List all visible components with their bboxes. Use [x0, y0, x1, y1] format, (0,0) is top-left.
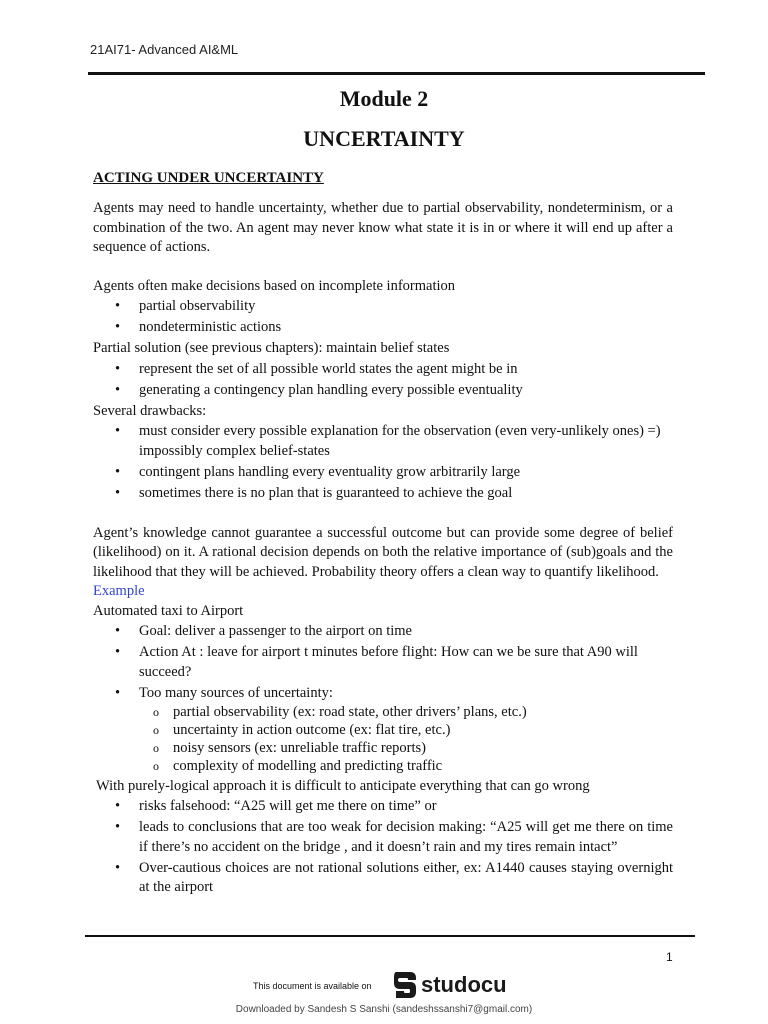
list-item [139, 684, 673, 776]
logical-list [93, 797, 673, 898]
sub-list-item: o complexity of modelling and predicting traffic [173, 757, 673, 775]
list-item: • sometimes there is no plan that is guaranteed to achieve the goal [139, 484, 673, 504]
studocu-logo[interactable] [392, 970, 507, 1000]
download-credit: Downloaded by Sandesh S Sanshi (sandeshssanshi7@gmail.com) [235, 1004, 533, 1015]
footer-divider [85, 935, 695, 937]
partial-solution-lead: Partial solution (see previous chapters): maintain belief states [93, 340, 450, 356]
drawbacks-list [93, 422, 673, 503]
course-header: 21AI71- Advanced AI&ML [90, 42, 239, 57]
module-title: Module 2 [339, 86, 429, 111]
list-item: • must consider every possible explanation for the observation (even very-unlikely ones) =) impossibly complex belief-states [139, 422, 673, 461]
list-item: • leads to conclusions that are too weak for decision making: “A25 will get me there on time if there’s no accident on the bridge , and it doesn’t rain and my tires remain intact” [139, 818, 673, 857]
list-item: • contingent plans handling every eventuality grow arbitrarily large [139, 463, 673, 483]
example-link[interactable]: Example [93, 583, 145, 599]
page-number: 1 [666, 950, 673, 964]
list-item: • partial observability [139, 297, 673, 317]
section-heading: ACTING UNDER UNCERTAINTY [93, 170, 324, 186]
header-divider [88, 72, 705, 75]
list-item: • generating a contingency plan handling every possible eventuality [139, 381, 673, 401]
sub-list-item: o partial observability (ex: road state, other drivers’ plans, etc.) [173, 703, 673, 721]
topic-title: UNCERTAINTY [303, 126, 465, 151]
logical-lead: With purely-logical approach it is difficult to anticipate everything that can go wrong [96, 777, 590, 794]
list-item: • risks falsehood: “A25 will get me there on time” or [139, 797, 673, 817]
example-list [93, 622, 673, 775]
list-item: • Goal: deliver a passenger to the airport on time [139, 622, 673, 642]
example-heading: Automated taxi to Airport [93, 602, 244, 619]
list-item: • Action At : leave for airport t minutes before flight: How can we be sure that A90 will succeed? [139, 643, 673, 682]
partial-solution-list [93, 360, 673, 401]
decisions-lead: Agents often make decisions based on incomplete information [93, 277, 456, 294]
studocu-brand: studocu [421, 972, 507, 997]
availability-text: This document is available on [253, 981, 372, 991]
document-body [93, 199, 673, 899]
drawbacks-lead: Several drawbacks: [93, 402, 207, 419]
studocu-logo-icon [392, 970, 418, 1000]
intro-paragraph: Agents may need to handle uncertainty, whether due to partial observability, nondeterminism, or a combination of the two. An agent may never know what state it is in or where it will end up after a sequence of actions. [93, 200, 673, 255]
sub-list-item: o noisy sensors (ex: unreliable traffic reports) [173, 739, 673, 757]
list-item: • represent the set of all possible world states the agent might be in [139, 360, 673, 380]
sub-list-item: o uncertainty in action outcome (ex: flat tire, etc.) [173, 721, 673, 739]
knowledge-paragraph: Agent’s knowledge cannot guarantee a successful outcome but can provide some degree of belief (likelihood) on it. A rational decision depends on both the relative importance of (sub)goals and the likelihood that they will be achieved. Probability theory offers a clean way to quantify likelihood. [93, 524, 673, 580]
sources-label: Too many sources of uncertainty: [139, 684, 333, 701]
decisions-list [93, 297, 673, 338]
list-item: • Over-cautious choices are not rational solutions either, ex: A1440 causes staying overnight at the airport [139, 859, 673, 898]
list-item: • nondeterministic actions [139, 318, 673, 338]
sources-sublist [139, 703, 673, 775]
